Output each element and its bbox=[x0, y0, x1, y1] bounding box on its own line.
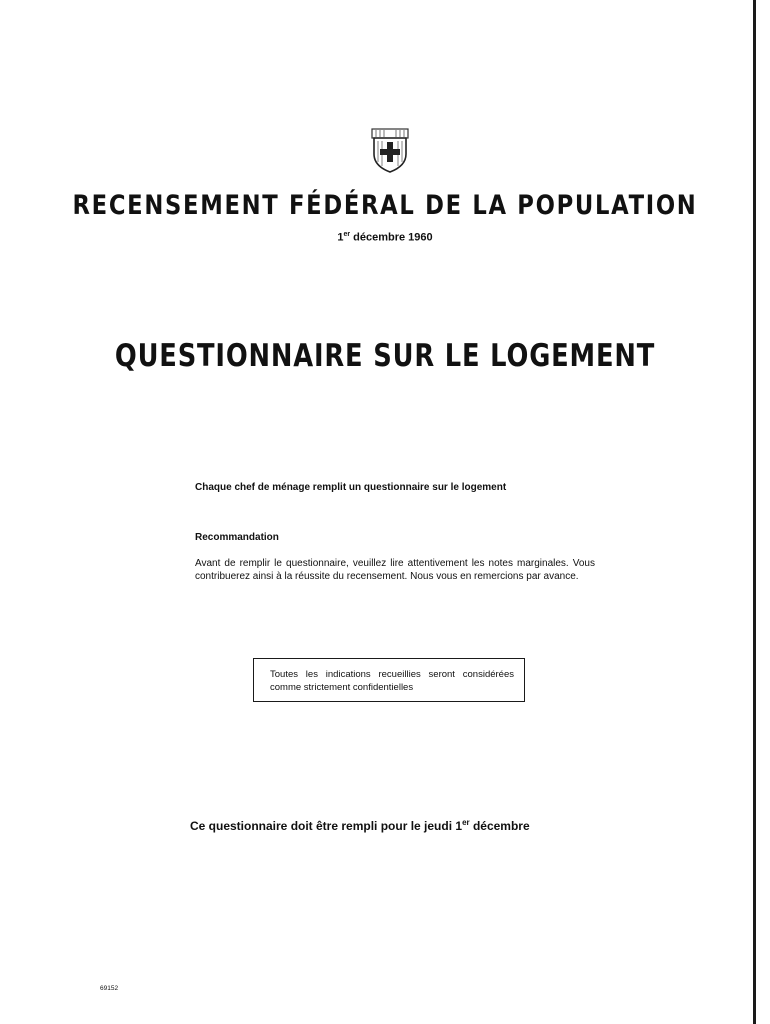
deadline-rest: décembre bbox=[469, 819, 530, 833]
form-number: 69152 bbox=[100, 985, 119, 992]
page-edge-line bbox=[753, 0, 756, 1024]
deadline-prefix: Ce questionnaire doit être rempli pour le jeudi 1 bbox=[190, 819, 463, 833]
confidentiality-notice-text: Toutes les indications recueillies seront considérées comme strictement confidentielles bbox=[270, 669, 514, 693]
document-title: RECENSEMENT FÉDÉRAL DE LA POPULATION bbox=[72, 190, 698, 221]
census-date bbox=[0, 231, 770, 244]
instruction-text: Chaque chef de ménage remplit un questionnaire sur le logement bbox=[195, 482, 507, 493]
recommendation-heading: Recommandation bbox=[195, 532, 279, 543]
deadline-suffix: er bbox=[462, 818, 470, 827]
swiss-cross-emblem-icon bbox=[366, 126, 414, 174]
recommendation-text: Avant de remplir le questionnaire, veuillez lire attentivement les notes marginales. Vous contribuerez ainsi à la réussite du recensement. Nous vous en remercions par avance. bbox=[195, 558, 595, 582]
date-suffix: er bbox=[343, 231, 351, 238]
date-day: 1 bbox=[337, 231, 344, 244]
document-subtitle: QUESTIONNAIRE SUR LE LOGEMENT bbox=[114, 338, 656, 374]
date-rest: décembre 1960 bbox=[350, 231, 433, 244]
deadline-text bbox=[190, 818, 530, 833]
